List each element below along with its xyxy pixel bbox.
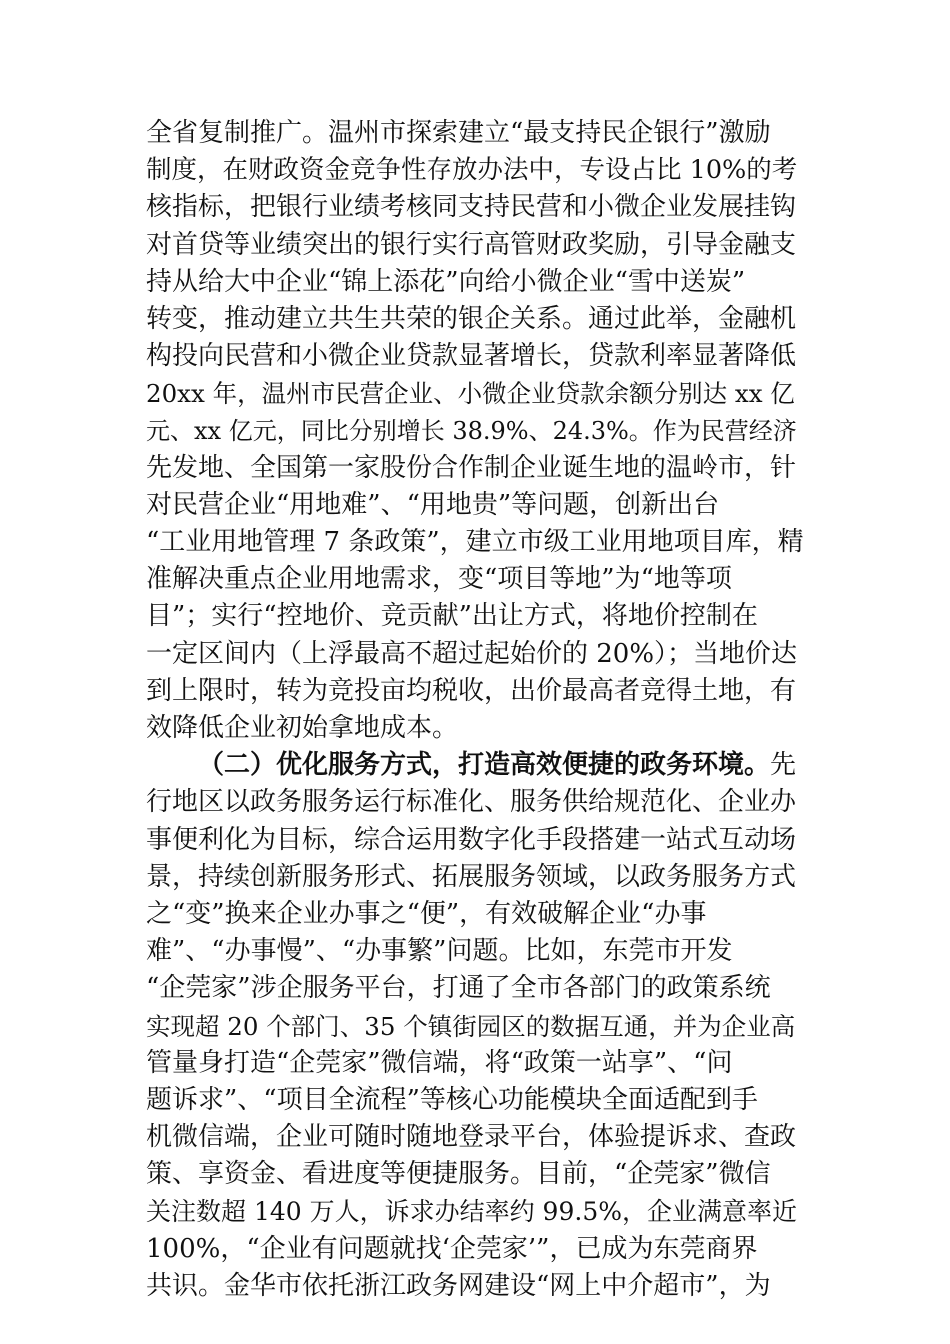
text-line: 难”、“办事慢”、“办事繁”问题。比如，东莞市开发 xyxy=(146,936,733,967)
text-line: “企莞家”涉企服务平台，打通了全市各部门的政策系统 xyxy=(146,973,771,1004)
text-line: 对民营企业“用地难”、“用地贵”等问题，创新出台 xyxy=(146,489,720,520)
text-line: 先发地、全国第一家股份合作制企业诞生地的温岭市，针 xyxy=(146,452,797,483)
text-line: 转变，推动建立共生共荣的银企关系。通过此举，金融机 xyxy=(146,303,797,334)
paragraph-2 xyxy=(146,784,806,1305)
text-line: 20xx 年，温州市民营企业、小微企业贷款余额分别达 xx 亿 xyxy=(146,379,795,409)
text-line: 对首贷等业绩突出的银行实行高管财政奖励，引导金融支 xyxy=(146,229,797,260)
section-heading: （二）优化服务方式，打造高效便捷的政务环境。 xyxy=(198,750,771,781)
text-line: 题诉求”、“项目全流程”等核心功能模块全面适配到手 xyxy=(146,1084,758,1115)
text-line: 策、享资金、看进度等便捷服务。目前，“企莞家”微信 xyxy=(146,1159,771,1190)
text-line: “工业用地管理 7 条政策”，建立市级工业用地项目库，精 xyxy=(146,527,804,558)
text-line: 行地区以政务服务运行标准化、服务供给规范化、企业办 xyxy=(146,787,797,818)
text-line: 效降低企业初始拿地成本。 xyxy=(146,713,459,743)
text-line: 100%，“企业有问题就找‘企莞家’”，已成为东莞商界 xyxy=(146,1233,758,1264)
section-heading-line xyxy=(146,747,806,784)
text-line: 准解决重点企业用地需求，变“项目等地”为“地等项 xyxy=(146,564,732,595)
text-line: 核指标，把银行业绩考核同支持民营和小微企业发展挂钩 xyxy=(146,192,797,223)
paragraph-1 xyxy=(146,115,806,747)
text-line: 管量身打造“企莞家”微信端，将“政策一站享”、“问 xyxy=(146,1047,733,1078)
text-line: 关注数超 140 万人，诉求办结率约 99.5%，企业满意率近 xyxy=(146,1197,797,1227)
document-body xyxy=(146,115,806,1305)
text-line: 之“变”换来企业办事之“便”，有效破解企业“办事 xyxy=(146,898,707,929)
text-line: 共识。金华市依托浙江政务网建设“网上中介超市”，为 xyxy=(146,1270,771,1301)
text-line: 景，持续创新服务形式、拓展服务领域，以政务服务方式 xyxy=(146,861,797,892)
text-line: 事便利化为目标，综合运用数字化手段搭建一站式互动场 xyxy=(146,824,797,855)
text-line: 持从给大中企业“锦上添花”向给小微企业“雪中送炭” xyxy=(146,266,746,297)
text-line: 制度，在财政资金竞争性存放办法中，专设占比 10%的考 xyxy=(146,155,798,186)
text-line: 机微信端，企业可随时随地登录平台，体验提诉求、查政 xyxy=(146,1122,797,1153)
text-line: 元、xx 亿元，同比分别增长 38.9%、24.3%。作为民营经济 xyxy=(146,416,797,445)
text-line: 目”；实行“控地价、竞贡献”出让方式，将地价控制在 xyxy=(146,601,758,632)
text-line: 全省复制推广。温州市探索建立“最支持民企银行”激励 xyxy=(146,118,771,148)
text-line: 构投向民营和小微企业贷款显著增长，贷款利率显著降低 xyxy=(146,341,797,372)
text-line: 实现超 20 个部门、35 个镇街园区的数据互通，并为企业高 xyxy=(146,1011,796,1041)
section-heading-continuation: 先 xyxy=(770,750,797,781)
text-line: 到上限时，转为竞投亩均税收，出价最高者竞得土地，有 xyxy=(146,675,797,706)
text-line: 一定区间内（上浮最高不超过起始价的 20%）；当地价达 xyxy=(146,638,798,669)
